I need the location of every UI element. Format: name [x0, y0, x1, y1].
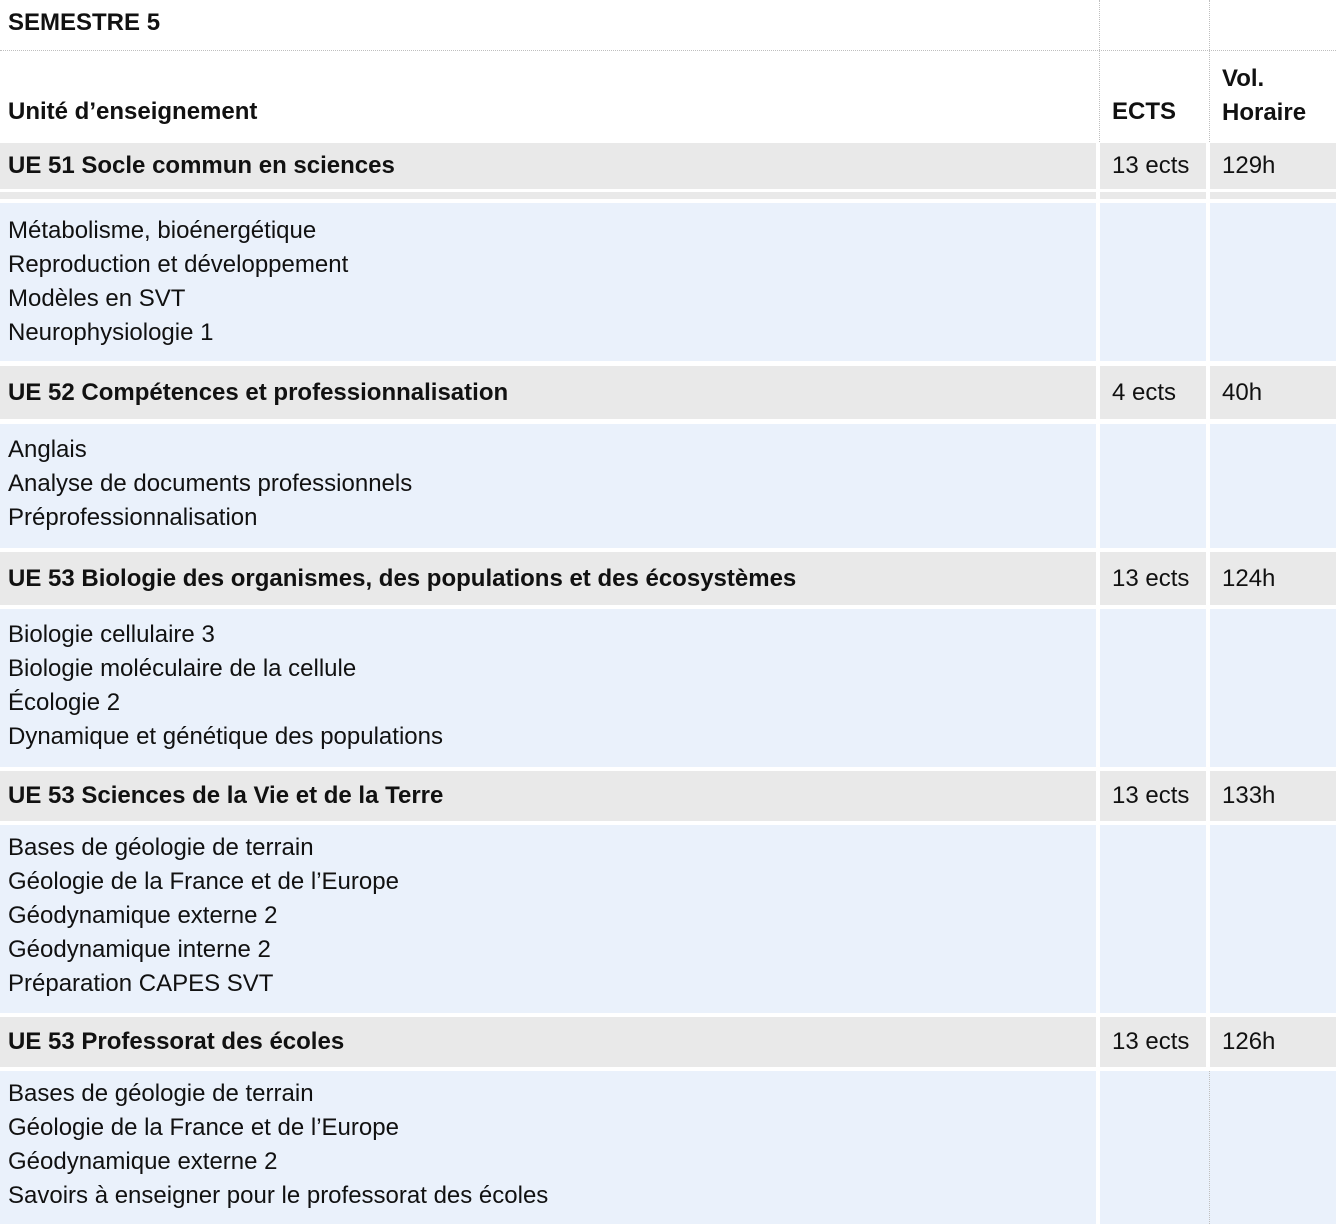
- course-item: Biologie cellulaire 3: [8, 621, 215, 648]
- column-header-row: [0, 51, 1336, 142]
- ue-title: UE 51 Socle commun en sciences: [0, 143, 1100, 189]
- ue-title: UE 53 Professorat des écoles: [0, 1017, 1100, 1067]
- course-list: [0, 424, 1100, 548]
- course-item: Métabolisme, bioénergétique: [8, 217, 317, 244]
- ue-hours: 40h: [1222, 378, 1263, 406]
- course-hours-empty: [1210, 825, 1336, 1013]
- course-item: Géodynamique externe 2: [8, 1148, 278, 1175]
- ue-ects: 4 ects: [1100, 366, 1210, 419]
- ue-title: UE 53 Sciences de la Vie et de la Terre: [0, 771, 1100, 821]
- spacer-cell: [1100, 192, 1210, 199]
- column-header-unit: Unité d’enseignement: [0, 51, 1100, 142]
- course-list: [0, 609, 1100, 767]
- ue-hours: 126h: [1222, 1028, 1276, 1055]
- ue-hours: 133h: [1222, 782, 1276, 809]
- spacer-cell: [0, 192, 1100, 199]
- course-item: Neurophysiologie 1: [8, 319, 214, 346]
- course-item: Modèles en SVT: [8, 285, 186, 312]
- course-ects-empty: [1100, 203, 1210, 361]
- ue-row: [0, 366, 1336, 419]
- course-hours-empty: [1210, 424, 1336, 548]
- ue-ects: 13 ects: [1100, 552, 1210, 605]
- column-header-vol-line1: Vol.: [1222, 65, 1265, 92]
- course-item: Géodynamique externe 2: [8, 902, 278, 929]
- course-hours-empty: [1210, 609, 1336, 767]
- course-ects-empty: [1100, 825, 1210, 1013]
- ue-hours: 124h: [1222, 564, 1276, 592]
- course-list-row: [0, 825, 1336, 1013]
- course-list-row: [0, 203, 1336, 361]
- course-list-row: [0, 609, 1336, 767]
- ue-row: [0, 771, 1336, 821]
- course-list-row: [0, 1071, 1336, 1224]
- course-ects-empty: [1100, 609, 1210, 767]
- course-list-row: [0, 424, 1336, 548]
- course-list: [0, 1071, 1100, 1224]
- ue-title: UE 52 Compétences et professionnalisation: [0, 366, 1100, 419]
- course-ects-empty: [1100, 1071, 1210, 1224]
- course-item: Géologie de la France et de l’Europe: [8, 1114, 399, 1141]
- course-list: [0, 203, 1100, 361]
- column-header-vol-line2: Horaire: [1222, 99, 1307, 126]
- course-item: Écologie 2: [8, 689, 121, 716]
- spacer-cell: [1210, 192, 1336, 199]
- course-item: Préparation CAPES SVT: [8, 970, 274, 997]
- course-hours-empty: [1210, 203, 1336, 361]
- ue-row: [0, 552, 1336, 605]
- ue-ects: 13 ects: [1100, 1017, 1210, 1067]
- ue-ects: 13 ects: [1100, 771, 1210, 821]
- semester-title: SEMESTRE 5: [0, 0, 1100, 50]
- course-item: Dynamique et génétique des populations: [8, 723, 443, 750]
- course-item: Anglais: [8, 436, 87, 463]
- course-item: Reproduction et développement: [8, 251, 349, 278]
- ue-ects: 13 ects: [1100, 143, 1210, 189]
- course-hours-empty: [1210, 1071, 1336, 1224]
- course-item: Géologie de la France et de l’Europe: [8, 868, 399, 895]
- course-item: Bases de géologie de terrain: [8, 834, 314, 861]
- ue-row: [0, 143, 1336, 189]
- column-header-vol: [1210, 51, 1336, 142]
- course-item: Géodynamique interne 2: [8, 936, 271, 963]
- course-item: Préprofessionnalisation: [8, 504, 258, 531]
- course-item: Biologie moléculaire de la cellule: [8, 655, 357, 682]
- ue-spacer-row: [0, 192, 1336, 199]
- semester-row: [0, 0, 1336, 51]
- course-item: Savoirs à enseigner pour le professorat des écoles: [8, 1182, 549, 1209]
- ue-hours: 129h: [1222, 152, 1276, 179]
- course-list: [0, 825, 1100, 1013]
- ue-row: [0, 1017, 1336, 1067]
- course-item: Analyse de documents professionnels: [8, 470, 413, 497]
- course-ects-empty: [1100, 424, 1210, 548]
- semester-ects-cell: [1100, 0, 1210, 50]
- ue-title: UE 53 Biologie des organismes, des populations et des écosystèmes: [0, 552, 1100, 605]
- semester-vol-cell: [1210, 0, 1336, 50]
- course-item: Bases de géologie de terrain: [8, 1080, 314, 1107]
- column-header-ects: ECTS: [1100, 51, 1210, 142]
